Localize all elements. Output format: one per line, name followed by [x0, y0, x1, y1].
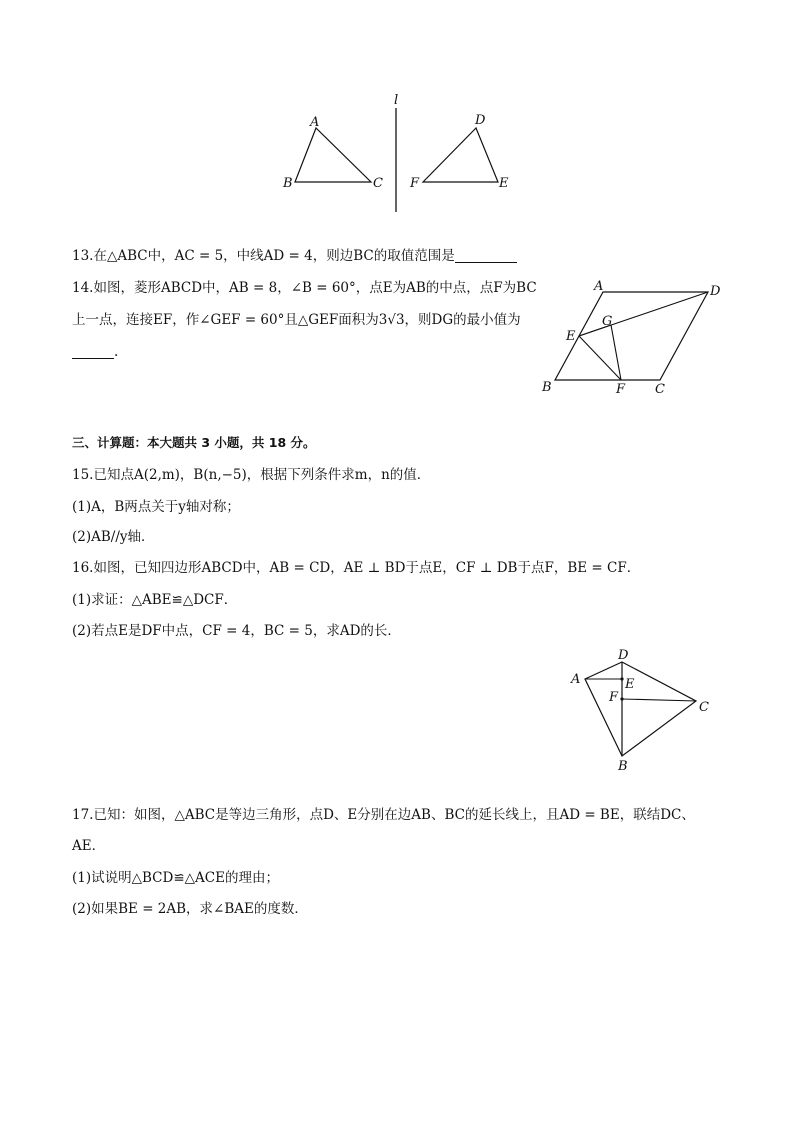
label-b-left: B	[283, 176, 293, 191]
answer-blank-13	[455, 248, 517, 263]
label-f: F	[616, 382, 626, 397]
label-a: A	[594, 279, 604, 294]
question-13-text: 13.在△ABC中，AC = 5，中线AD = 4，则边BC的取值范围是	[72, 248, 455, 264]
axis-label-l: l	[394, 93, 399, 108]
label-b: B	[542, 380, 552, 395]
question-14-period: .	[114, 344, 119, 360]
label-c: C	[699, 700, 709, 715]
question-14-text-2: 上一点，连接EF，作∠GEF = 60°且△GEF面积为3√3，则DG的最小值为	[72, 312, 521, 328]
rhombus-abcd	[555, 292, 708, 380]
question-17-part-2: (2)如果BE = 2AB，求∠BAE的度数．	[72, 901, 308, 917]
label-c: C	[655, 382, 665, 397]
point-e	[620, 677, 623, 680]
label-b: B	[618, 759, 628, 774]
point-f	[620, 697, 623, 700]
label-d: D	[710, 284, 721, 299]
answer-blank-14	[72, 344, 114, 359]
question-17-stem-1: 17.已知：如图，△ABC是等边三角形，点D、E分别在边AB、BC的延长线上，且AD = BE，联结DC、	[72, 807, 695, 823]
triangle-abc	[295, 128, 371, 182]
question-16-stem: 16.如图，已知四边形ABCD中，AB = CD，AE ⊥ BD于点E，CF ⊥ DB于点F，BE = CF．	[72, 560, 641, 576]
label-e: E	[566, 329, 576, 344]
label-d-right: D	[475, 113, 486, 128]
label-f: F	[609, 690, 619, 705]
section-3-title: 三、计算题：本大题共 3 小题，共 18 分。	[72, 435, 316, 450]
triangle-def	[423, 128, 498, 182]
question-16-part-1: (1)求证：△ABE≌△DCF．	[72, 592, 238, 608]
quadrilateral-abcd	[585, 662, 696, 756]
label-c-left: C	[373, 176, 383, 191]
question-14-text-1: 14.如图，菱形ABCD中，AB = 8，∠B = 60°，点E为AB的中点，点F为BC	[72, 280, 537, 296]
mirror-triangles-figure	[270, 88, 530, 218]
question-14-line-3	[72, 342, 118, 362]
question-15-part-1: (1)A，B两点关于y轴对称；	[72, 499, 240, 515]
question-17-stem-2: AE．	[72, 838, 106, 854]
segment-fc	[622, 699, 696, 701]
label-d: D	[618, 648, 629, 663]
question-15-stem: 15.已知点A(2,m)，B(n,−5)，根据下列条件求m，n的值．	[72, 467, 431, 483]
quadrilateral-figure	[566, 646, 726, 776]
question-13	[72, 246, 517, 266]
label-a-left: A	[310, 115, 320, 130]
question-15-part-2: (2)AB//y轴．	[72, 529, 155, 545]
label-e-right: E	[499, 176, 509, 191]
label-a: A	[571, 672, 581, 687]
question-16-part-2: (2)若点E是DF中点，CF = 4，BC = 5，求AD的长．	[72, 623, 401, 639]
rhombus-figure	[540, 278, 730, 398]
question-14-line-1	[72, 278, 537, 298]
label-f-right: F	[410, 176, 420, 191]
label-e: E	[625, 677, 635, 692]
question-17-part-1: (1)试说明△BCD≌△ACE的理由；	[72, 870, 279, 886]
label-g: G	[602, 314, 613, 329]
question-14-line-2	[72, 310, 521, 330]
